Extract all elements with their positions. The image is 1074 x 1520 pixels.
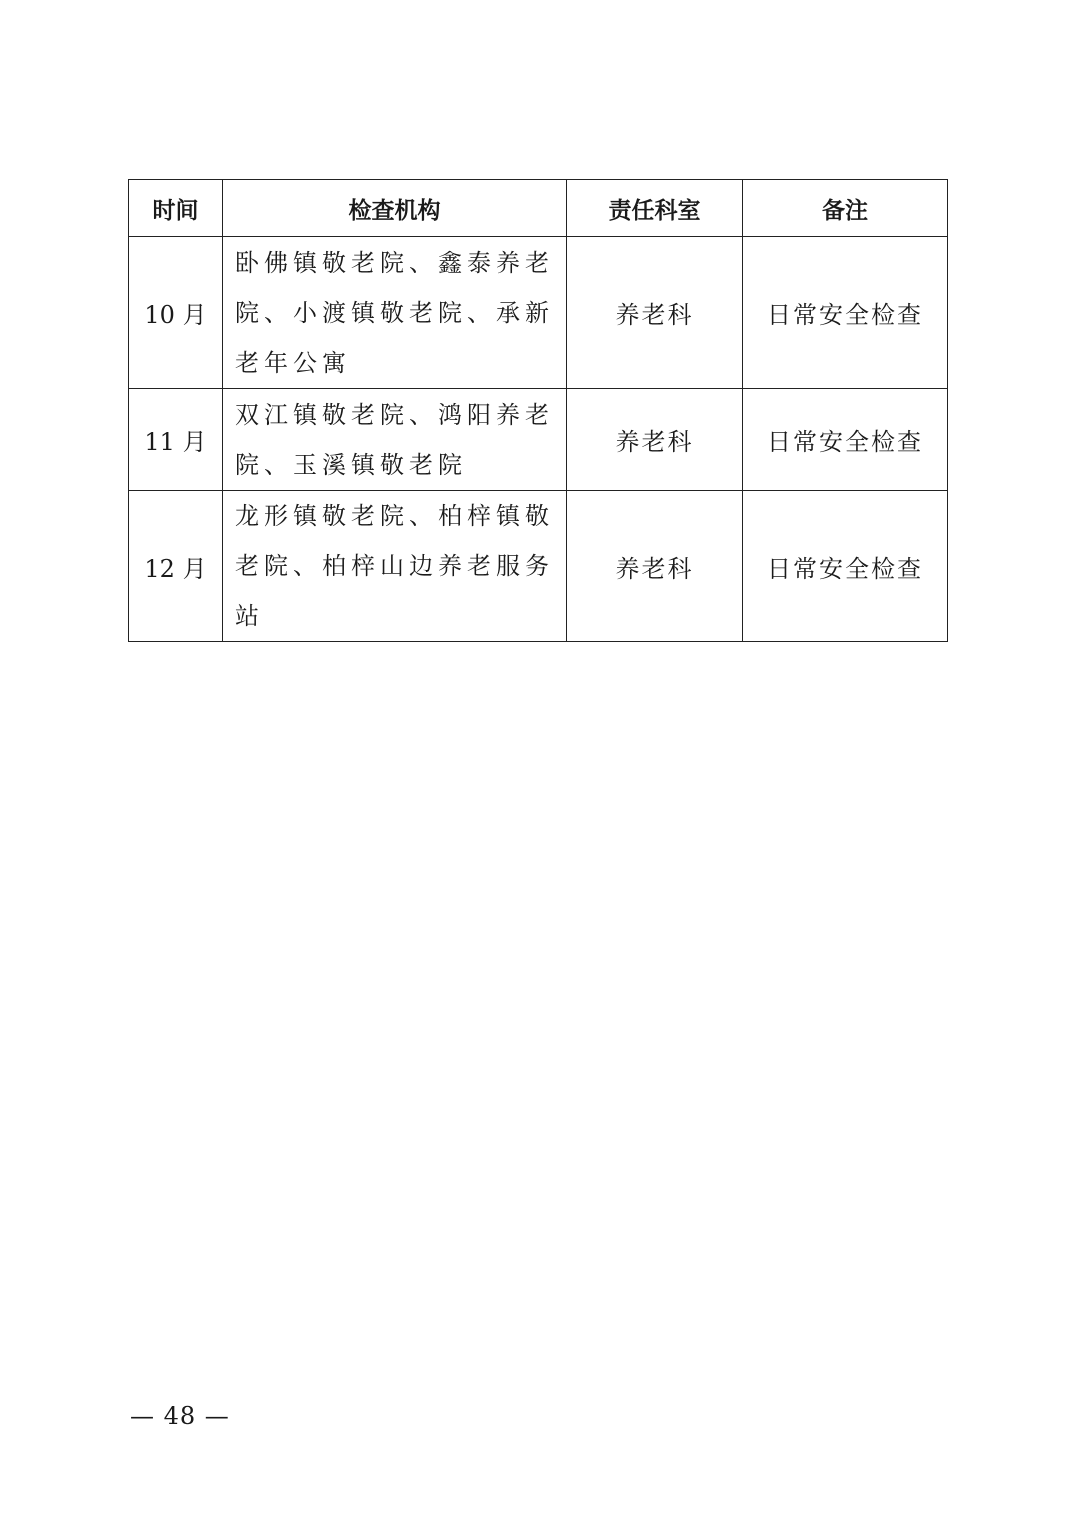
table-header-row xyxy=(129,180,948,237)
header-remarks: 备注 xyxy=(743,180,948,237)
page-number: — 48 — xyxy=(130,1402,230,1430)
note-cell: 日常安全检查 xyxy=(743,389,948,491)
header-inspection-org: 检查机构 xyxy=(223,180,567,237)
inspection-schedule-table xyxy=(128,179,948,642)
header-time: 时间 xyxy=(129,180,223,237)
dept-cell: 养老科 xyxy=(567,237,743,389)
header-responsible-dept: 责任科室 xyxy=(567,180,743,237)
month-cell: 10 月 xyxy=(129,237,223,389)
dept-cell: 养老科 xyxy=(567,491,743,642)
dept-cell: 养老科 xyxy=(567,389,743,491)
orgs-cell: 双江镇敬老院、鸿阳养老院、玉溪镇敬老院 xyxy=(223,389,567,491)
table-row xyxy=(129,237,948,389)
note-cell: 日常安全检查 xyxy=(743,237,948,389)
orgs-cell: 卧佛镇敬老院、鑫泰养老院、小渡镇敬老院、承新老年公寓 xyxy=(223,237,567,389)
note-cell: 日常安全检查 xyxy=(743,491,948,642)
table-row xyxy=(129,491,948,642)
month-cell: 11 月 xyxy=(129,389,223,491)
orgs-cell: 龙形镇敬老院、柏梓镇敬老院、柏梓山边养老服务站 xyxy=(223,491,567,642)
table-row xyxy=(129,389,948,491)
month-cell: 12 月 xyxy=(129,491,223,642)
